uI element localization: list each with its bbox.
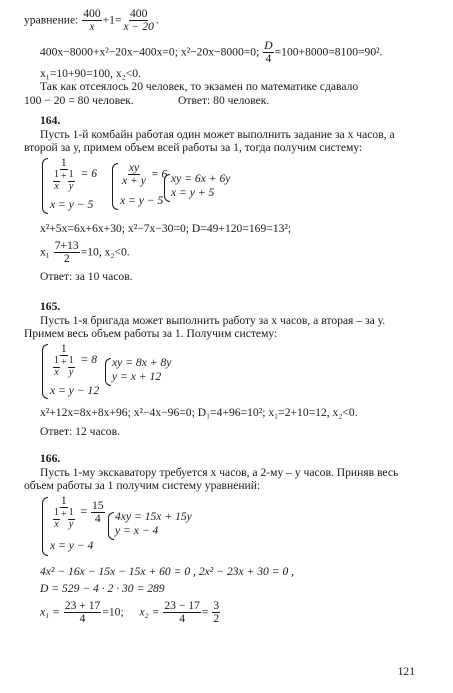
problem-number-166: 166. — [40, 452, 61, 465]
eq-text: = — [201, 605, 209, 619]
system-brace — [105, 358, 111, 386]
eq-text: y = x − 4 — [115, 524, 159, 537]
p165-text2: Примем весь объем работы за 1. Получим систему: — [24, 327, 278, 340]
page-number: 121 — [397, 664, 415, 678]
fraction: 1 1 x + $\frac{1}{y}$ — [54, 156, 74, 192]
eq-text: x₁ = — [40, 605, 60, 619]
system-brace — [42, 158, 48, 214]
p165-text1: Пусть 1-я бригада может выполнить работу за х часов, а вторая – за у. — [40, 314, 386, 327]
fraction: $\frac{3}{2}$ — [213, 599, 220, 626]
p164-answer: Ответ: за 10 часов. — [40, 270, 133, 283]
fraction: $\frac{23 - 17}{4}$ — [164, 599, 200, 626]
system-brace — [112, 163, 118, 210]
fraction: $\frac{xy}{x + y}$ — [122, 161, 146, 188]
eq-text: = 6 — [80, 167, 98, 181]
fraction: $\frac{D}{4}$ — [264, 39, 273, 66]
p166-text1: Пусть 1-му экскаватору требуется х часов, а 2-му – у часов. Приняв весь — [40, 466, 399, 479]
problem-number-164: 164. — [40, 114, 61, 127]
prev-answer: Ответ: 80 человек. — [178, 94, 270, 107]
prev-text1: Так как отсеялось 20 человек, то экзамен по математике сдавало — [40, 80, 359, 93]
eq-text: 4xy = 15x + 15y — [115, 510, 192, 523]
eq-text: xy = 8x + 8y — [112, 356, 172, 369]
eq-text: =10, x₂<0. — [80, 245, 130, 259]
system-brace — [164, 174, 170, 202]
prev-roots: x₁=10+90=100, x₂<0. — [40, 67, 141, 80]
eq-text: =10; — [102, 605, 124, 619]
eq-text: x = y − 5 — [120, 194, 164, 207]
eq-text: x₂ = — [139, 605, 160, 619]
system-brace — [42, 344, 48, 399]
p165-line1: x²+12x=8x+8x+96; x²−4x−96=0; D₁=4+96=10²; x₁=2+10=12, x₂<0. — [40, 406, 358, 419]
eq-text: x = y − 4 — [50, 539, 94, 552]
fraction: $\frac{7+13}{2}$ — [54, 239, 79, 266]
eq-text: = 6 — [150, 167, 168, 181]
textbook-page: уравнение: $\frac{400}{x}$ +1= $\frac{400}{x - 20}$ . 400x−8000+x²−20x−400x=0; x²−20x−8000=0; $\frac{D}{4}$ =100+8000=8100=90². x₁=10+90=100, x₂<0. Так как отсеялось 20 человек, то экзамен по математике сдавало 100 − 20 = 80 человек. Ответ: 80 человек. 164. Пусть 1-й комбайн работая один может выполнить задание за х часов, а второй за у, примем объем всей работы за 1, тогда получим систему: 1 1 x + $\frac{1}{y}$ = 6 x = y − 5 $\frac{xy}{x + y}$ = 6 x = y − 5 xy = 6x + 6y x = y + 5 x²+5x=6x+6x+30; x²−7x−30=0; D=49+120=169=13²; x₁ $\frac{7+13}{2}$ =10, x₂<0. Ответ: за 10 часов. 165. Пусть 1-я бригада может выполнить работу за х часов, а вторая – за у. Примем весь объем работы за 1. Получим систему: 1 1 x + $\frac{1}{y}$ = 8 x = y − 12 xy = 8x + 8y y = x + 12 x²+12x=8x+8x+96; x²−4x−96=0; D₁=4+96=10²; x₁=2+10=12, x₂<0. Ответ: 12 часов. 166. Пусть 1-му экскаватору требуется х часов, а 2-му – у часов. Приняв весь объем работы за 1 получим систему уравнений: 1 1 x + $\frac{1}{y}$ = $\frac{15}{4}$ x = y − 4 4xy = 15x + 15y y = x − 4 4x² − 16x − 15x − 15x + 60 = 0 , 2x² − 23x + 30 = 0 , D = 529 − 4 · 2 · 30 = 289 x₁ = $\frac{23 + 17}{4}$ =10; x₂ = $\frac{23 - 17}{4}$ = $\frac{3}{2}$ 121 — [24, 7, 415, 678]
fraction: 1 1 x + $\frac{1}{y}$ — [54, 494, 74, 530]
p165-answer: Ответ: 12 часов. — [40, 425, 120, 438]
fraction: $\frac{400}{x - 20}$ — [123, 7, 154, 34]
eq-text: x₁ — [40, 245, 50, 259]
eq-text: = 8 — [80, 353, 98, 367]
system-brace — [108, 512, 114, 540]
system-brace — [42, 497, 48, 556]
eq-text: x = y − 12 — [50, 384, 100, 397]
p164-text1: Пусть 1-й комбайн работая один может выполнить задание за х часов, а — [40, 128, 395, 141]
eq-text: +1= — [102, 13, 122, 27]
fraction: $\frac{400}{x}$ — [83, 7, 101, 34]
prev-equation: уравнение: $\frac{400}{x}$ +1= $\frac{400}{x - 20}$ . — [24, 7, 159, 34]
eq-text: x = y + 5 — [171, 186, 215, 199]
eq-text: x = y − 5 — [50, 198, 94, 211]
fraction: $\frac{15}{4}$ — [92, 498, 104, 526]
eq-text: 400x−8000+x²−20x−400x=0; x²−20x−8000=0; — [40, 45, 260, 59]
fraction: 1 1 x + $\frac{1}{y}$ — [54, 342, 74, 378]
eq-text: xy = 6x + 6y — [171, 172, 231, 185]
problem-number-165: 165. — [40, 300, 61, 313]
fraction: $\frac{23 + 17}{4}$ — [64, 599, 101, 626]
prev-text2: 100 − 20 = 80 человек. — [24, 94, 134, 107]
p164-line1: x²+5x=6x+6x+30; x²−7x−30=0; D=49+120=169=13²; — [40, 222, 292, 235]
p166-line2: D = 529 − 4 · 2 · 30 = 289 — [40, 582, 165, 595]
eq-text: y = x + 12 — [112, 370, 162, 383]
eq-text: =100+8000=8100=90². — [274, 45, 383, 59]
p164-text2: второй за у, примем объем всей работы за 1, тогда получим систему: — [24, 141, 363, 154]
prev-eq-label: уравнение: — [24, 13, 79, 27]
prev-line2 — [40, 40, 383, 65]
p166-line1: 4x² − 16x − 15x − 15x + 60 = 0 , 2x² − 23x + 30 = 0 , — [40, 565, 295, 578]
p166-roots — [40, 600, 221, 625]
p166-text2: объем работы за 1 получим систему уравнений: — [24, 479, 261, 492]
p164-roots — [40, 240, 130, 265]
